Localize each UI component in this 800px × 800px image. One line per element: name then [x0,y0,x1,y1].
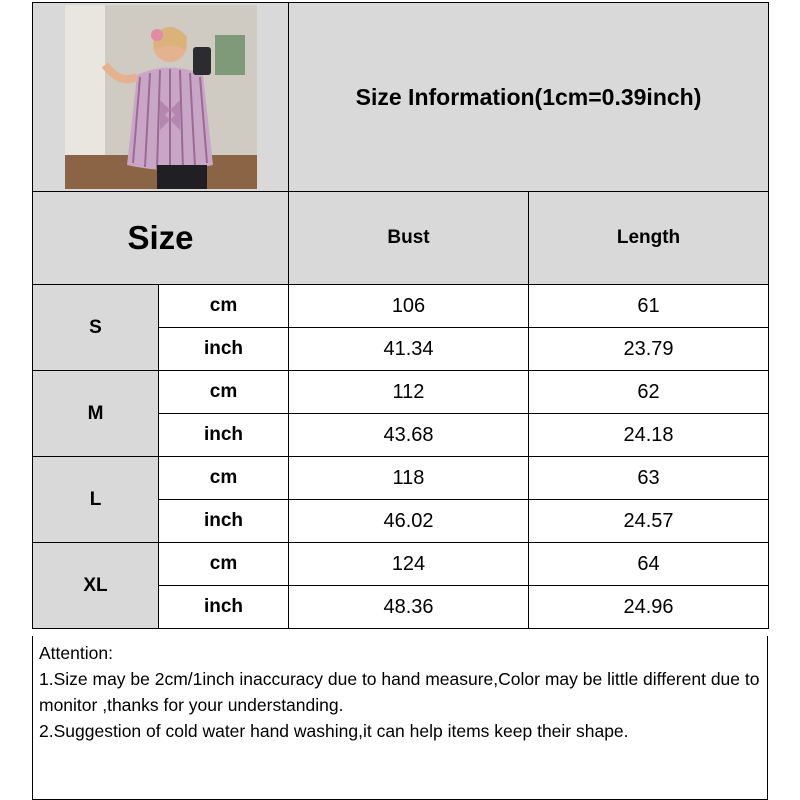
unit-label: cm [159,371,289,414]
table-row [33,457,769,500]
bust-value: 106 [289,285,529,328]
size-label-xl: XL [33,543,159,629]
size-chart-table [32,2,769,629]
length-column-header: Length [529,192,769,285]
length-value: 61 [529,285,769,328]
bust-value: 112 [289,371,529,414]
notes-line-2: 2.Suggestion of cold water hand washing,it can help items keep their shape. [39,721,629,741]
length-value: 24.57 [529,500,769,543]
page-title: Size Information(1cm=0.39inch) [289,3,769,192]
bust-column-header: Bust [289,192,529,285]
table-row [33,285,769,328]
length-value: 23.79 [529,328,769,371]
length-value: 63 [529,457,769,500]
unit-label: cm [159,543,289,586]
unit-label: inch [159,586,289,629]
bust-value: 43.68 [289,414,529,457]
table-row [33,371,769,414]
size-column-header: Size [33,192,289,285]
bust-value: 124 [289,543,529,586]
notes-heading: Attention: [39,643,113,663]
unit-label: inch [159,414,289,457]
product-photo [65,5,257,189]
unit-label: inch [159,328,289,371]
bust-value: 118 [289,457,529,500]
unit-label: cm [159,457,289,500]
bust-value: 48.36 [289,586,529,629]
length-value: 62 [529,371,769,414]
length-value: 64 [529,543,769,586]
size-label-s: S [33,285,159,371]
bust-value: 46.02 [289,500,529,543]
length-value: 24.96 [529,586,769,629]
attention-notes [32,636,768,800]
length-value: 24.18 [529,414,769,457]
unit-label: cm [159,285,289,328]
notes-line-1: 1.Size may be 2cm/1inch inaccuracy due to hand measure,Color may be little different due to monitor ,thanks for your understanding. [39,669,760,715]
size-label-l: L [33,457,159,543]
bust-value: 41.34 [289,328,529,371]
product-photo-cell [33,3,289,192]
unit-label: inch [159,500,289,543]
size-label-m: M [33,371,159,457]
product-photo-illustration [65,5,257,189]
table-row [33,543,769,586]
